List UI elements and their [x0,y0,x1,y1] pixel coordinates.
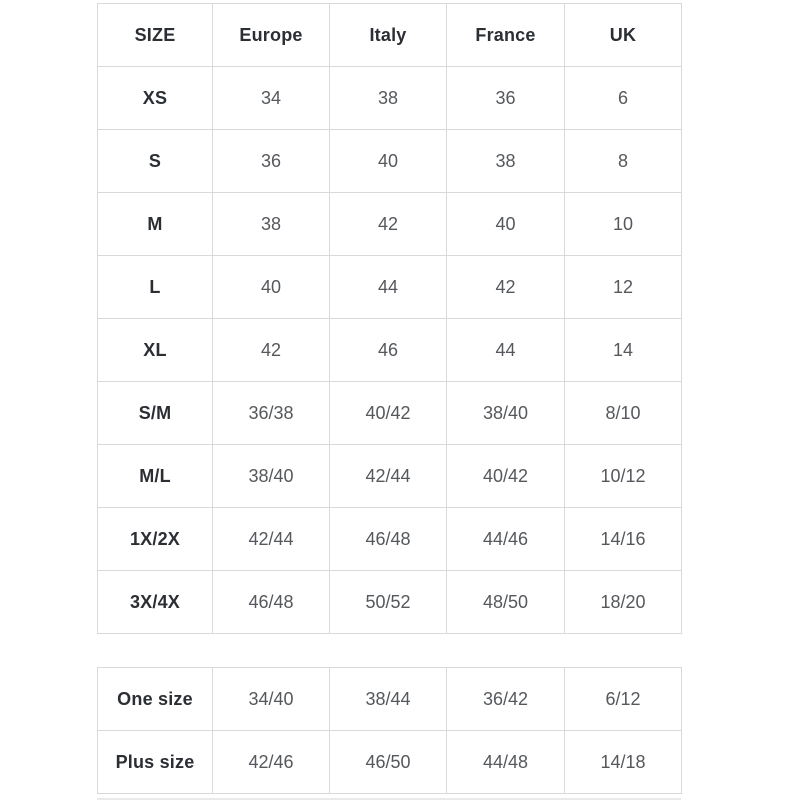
special-sizes-table-body [98,668,682,794]
column-header: Europe [213,4,330,67]
size-value-cell: 38/44 [330,668,447,731]
table-row [98,445,682,508]
column-header: SIZE [98,4,213,67]
size-value-cell: 40/42 [330,382,447,445]
size-value-cell: 36 [213,130,330,193]
table-row [98,571,682,634]
size-value-cell: 36/38 [213,382,330,445]
size-value-cell: 40 [213,256,330,319]
column-header: Italy [330,4,447,67]
size-value-cell: 38 [330,67,447,130]
size-value-cell: 44/48 [447,731,565,794]
size-table-head [98,4,682,67]
row-label: M/L [98,445,213,508]
table-row [98,193,682,256]
size-value-cell: 12 [565,256,682,319]
size-value-cell: 44/46 [447,508,565,571]
column-header: UK [565,4,682,67]
size-table-body [98,67,682,634]
size-value-cell: 42 [447,256,565,319]
table-row [98,67,682,130]
row-label: L [98,256,213,319]
size-value-cell: 8/10 [565,382,682,445]
special-sizes-table [97,667,682,794]
size-value-cell: 40 [447,193,565,256]
size-value-cell: 14/18 [565,731,682,794]
size-value-cell: 10/12 [565,445,682,508]
size-value-cell: 6 [565,67,682,130]
size-value-cell: 42 [330,193,447,256]
size-value-cell: 34/40 [213,668,330,731]
size-value-cell: 38 [447,130,565,193]
size-value-cell: 44 [330,256,447,319]
row-label: 1X/2X [98,508,213,571]
size-value-cell: 38 [213,193,330,256]
size-value-cell: 14 [565,319,682,382]
column-header: France [447,4,565,67]
table-row [98,256,682,319]
size-value-cell: 8 [565,130,682,193]
size-value-cell: 44 [447,319,565,382]
row-label: S/M [98,382,213,445]
table-row [98,731,682,794]
row-label: One size [98,668,213,731]
size-value-cell: 34 [213,67,330,130]
table-row [98,382,682,445]
size-value-cell: 46/48 [213,571,330,634]
size-value-cell: 38/40 [447,382,565,445]
size-value-cell: 42/44 [213,508,330,571]
size-value-cell: 36 [447,67,565,130]
size-value-cell: 48/50 [447,571,565,634]
size-value-cell: 46/50 [330,731,447,794]
size-value-cell: 10 [565,193,682,256]
row-label: XL [98,319,213,382]
table-row [98,508,682,571]
size-value-cell: 38/40 [213,445,330,508]
size-value-cell: 36/42 [447,668,565,731]
size-value-cell: 14/16 [565,508,682,571]
table-row [98,130,682,193]
row-label: Plus size [98,731,213,794]
size-value-cell: 42/44 [330,445,447,508]
row-label: S [98,130,213,193]
table-row [98,319,682,382]
size-value-cell: 42 [213,319,330,382]
size-value-cell: 46 [330,319,447,382]
row-label: 3X/4X [98,571,213,634]
size-value-cell: 40 [330,130,447,193]
size-value-cell: 18/20 [565,571,682,634]
size-value-cell: 42/46 [213,731,330,794]
size-value-cell: 40/42 [447,445,565,508]
size-table-header-row [98,4,682,67]
size-value-cell: 46/48 [330,508,447,571]
row-label: M [98,193,213,256]
size-conversion-table [97,3,682,634]
table-row [98,668,682,731]
row-label: XS [98,67,213,130]
size-value-cell: 50/52 [330,571,447,634]
size-value-cell: 6/12 [565,668,682,731]
